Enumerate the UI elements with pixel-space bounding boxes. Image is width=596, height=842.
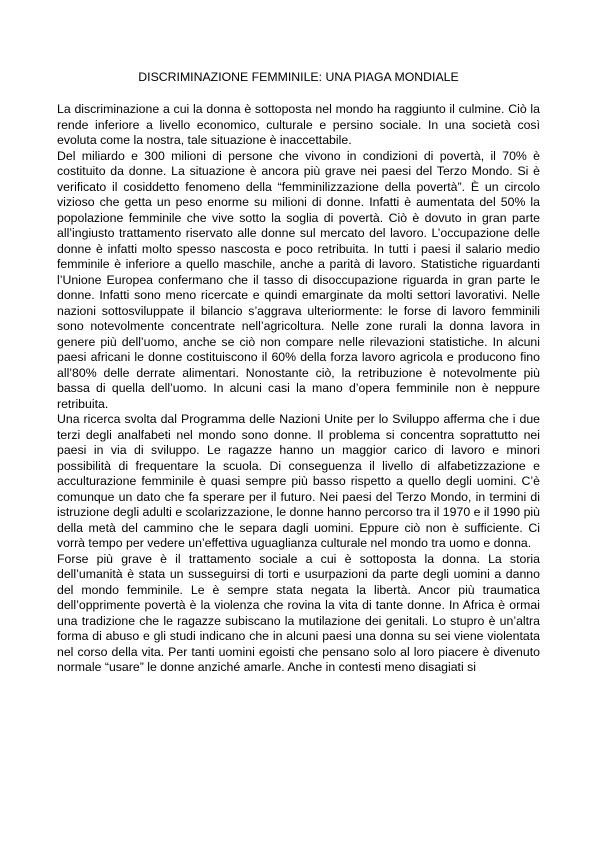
paragraph-education: Una ricerca svolta dal Programma delle Nazioni Unite per lo Sviluppo afferma che i due terzi degli analfabeti nel mondo sono donne. Il problema si concentra soprattutto nei paesi in via di sviluppo. Le ragazze hanno un maggior carico di lavoro e minori possibilità di frequentare la scuola. Di conseguenza il livello di alfabetizzazione e acculturazione femminile è quasi sempre più basso rispetto a quello degli uomini. C’è comunque un dato che fa sperare per il futuro. Nei paesi del Terzo Mondo, in termini di istruzione degli adulti e scolarizzazione, le donne hanno percorso tra il 1970 e il 1990 più della metà del cammino che le separa dagli uomini. Eppure ciò non è sufficiente. Ci vorrà tempo per vedere un’effettiva uguaglianza culturale nel mondo tra uomo e donna. (57, 412, 540, 550)
document-title: DISCRIMINAZIONE FEMMINILE: UNA PIAGA MONDIALE (138, 70, 459, 84)
paragraph-intro: La discriminazione a cui la donna è sottoposta nel mondo ha raggiunto il culmine. Ciò la rende inferiore a livello economico, culturale e persino sociale. In una società così evoluta come la nostra, tale situazione è inaccettabile. (57, 102, 540, 147)
document-page (57, 70, 540, 676)
paragraph-social-treatment: Forse più grave è il trattamento sociale a cui è sottoposta la donna. La storia dell’umanità è stata un susseguirsi di torti e usurpazioni da parte degli uomini a danno del mondo femminile. Le è sempre stata negata la libertà. Ancor più traumatica dell’opprimente povertà è la violenza che rovina la vita di tante donne. In Africa è ormai una tradizione che le ragazze subiscano la mutilazione dei genitali. Lo stupro è un’altra forma di abuso e gli studi indicano che in alcuni paesi una donna su sei viene violentata nel corso della vita. Per tanti uomini egoisti che pensano solo al loro piacere è divenuto normale “usare” le donne anziché amarle. Anche in contesti meno disagiati si (57, 551, 540, 674)
paragraph-poverty: Del miliardo e 300 milioni di persone che vivono in condizioni di povertà, il 70% è costituito da donne. La situazione è ancora più grave nei paesi del Terzo Mondo. Si è verificato il cosiddetto fenomeno della “femminilizzazione della povertà”. È un circolo vizioso che getta un peso enorme su milioni di donne. Infatti è aumentata del 50% la popolazione femminile che vive sotto la soglia di povertà. Ciò è dovuto in gran parte all’ingiusto trattamento riservato alle donne sul mercato del lavoro. L’occupazione delle donne è infatti molto spesso nascosta e poco retribuita. In tutti i paesi il salario medio femminile è inferiore a quello maschile, anche a parità di lavoro. Statistiche riguardanti l’Unione Europea confermano che il tasso di disoccupazione riguarda in gran parte le donne. Infatti sono meno ricercate e quindi emarginate da molti settori lavorativi. Nelle nazioni sottosviluppate il bilancio s’aggrava ulteriormente: le forse di lavoro femminili sono notevolmente concentrate nell’agricoltura. Nelle zone rurali la donna lavora in genere più dell’uomo, anche se ciò non compare nelle rilevazioni statistiche. In alcuni paesi africani le donne costituiscono il 60% della forza lavoro agricola e producono fino all’80% delle derrate alimentari. Nonostante ciò, la retribuzione è notevolmente più bassa di quella dell’uomo. In alcuni casi la mano d’opera femminile non è neppure retribuita. (57, 148, 540, 411)
